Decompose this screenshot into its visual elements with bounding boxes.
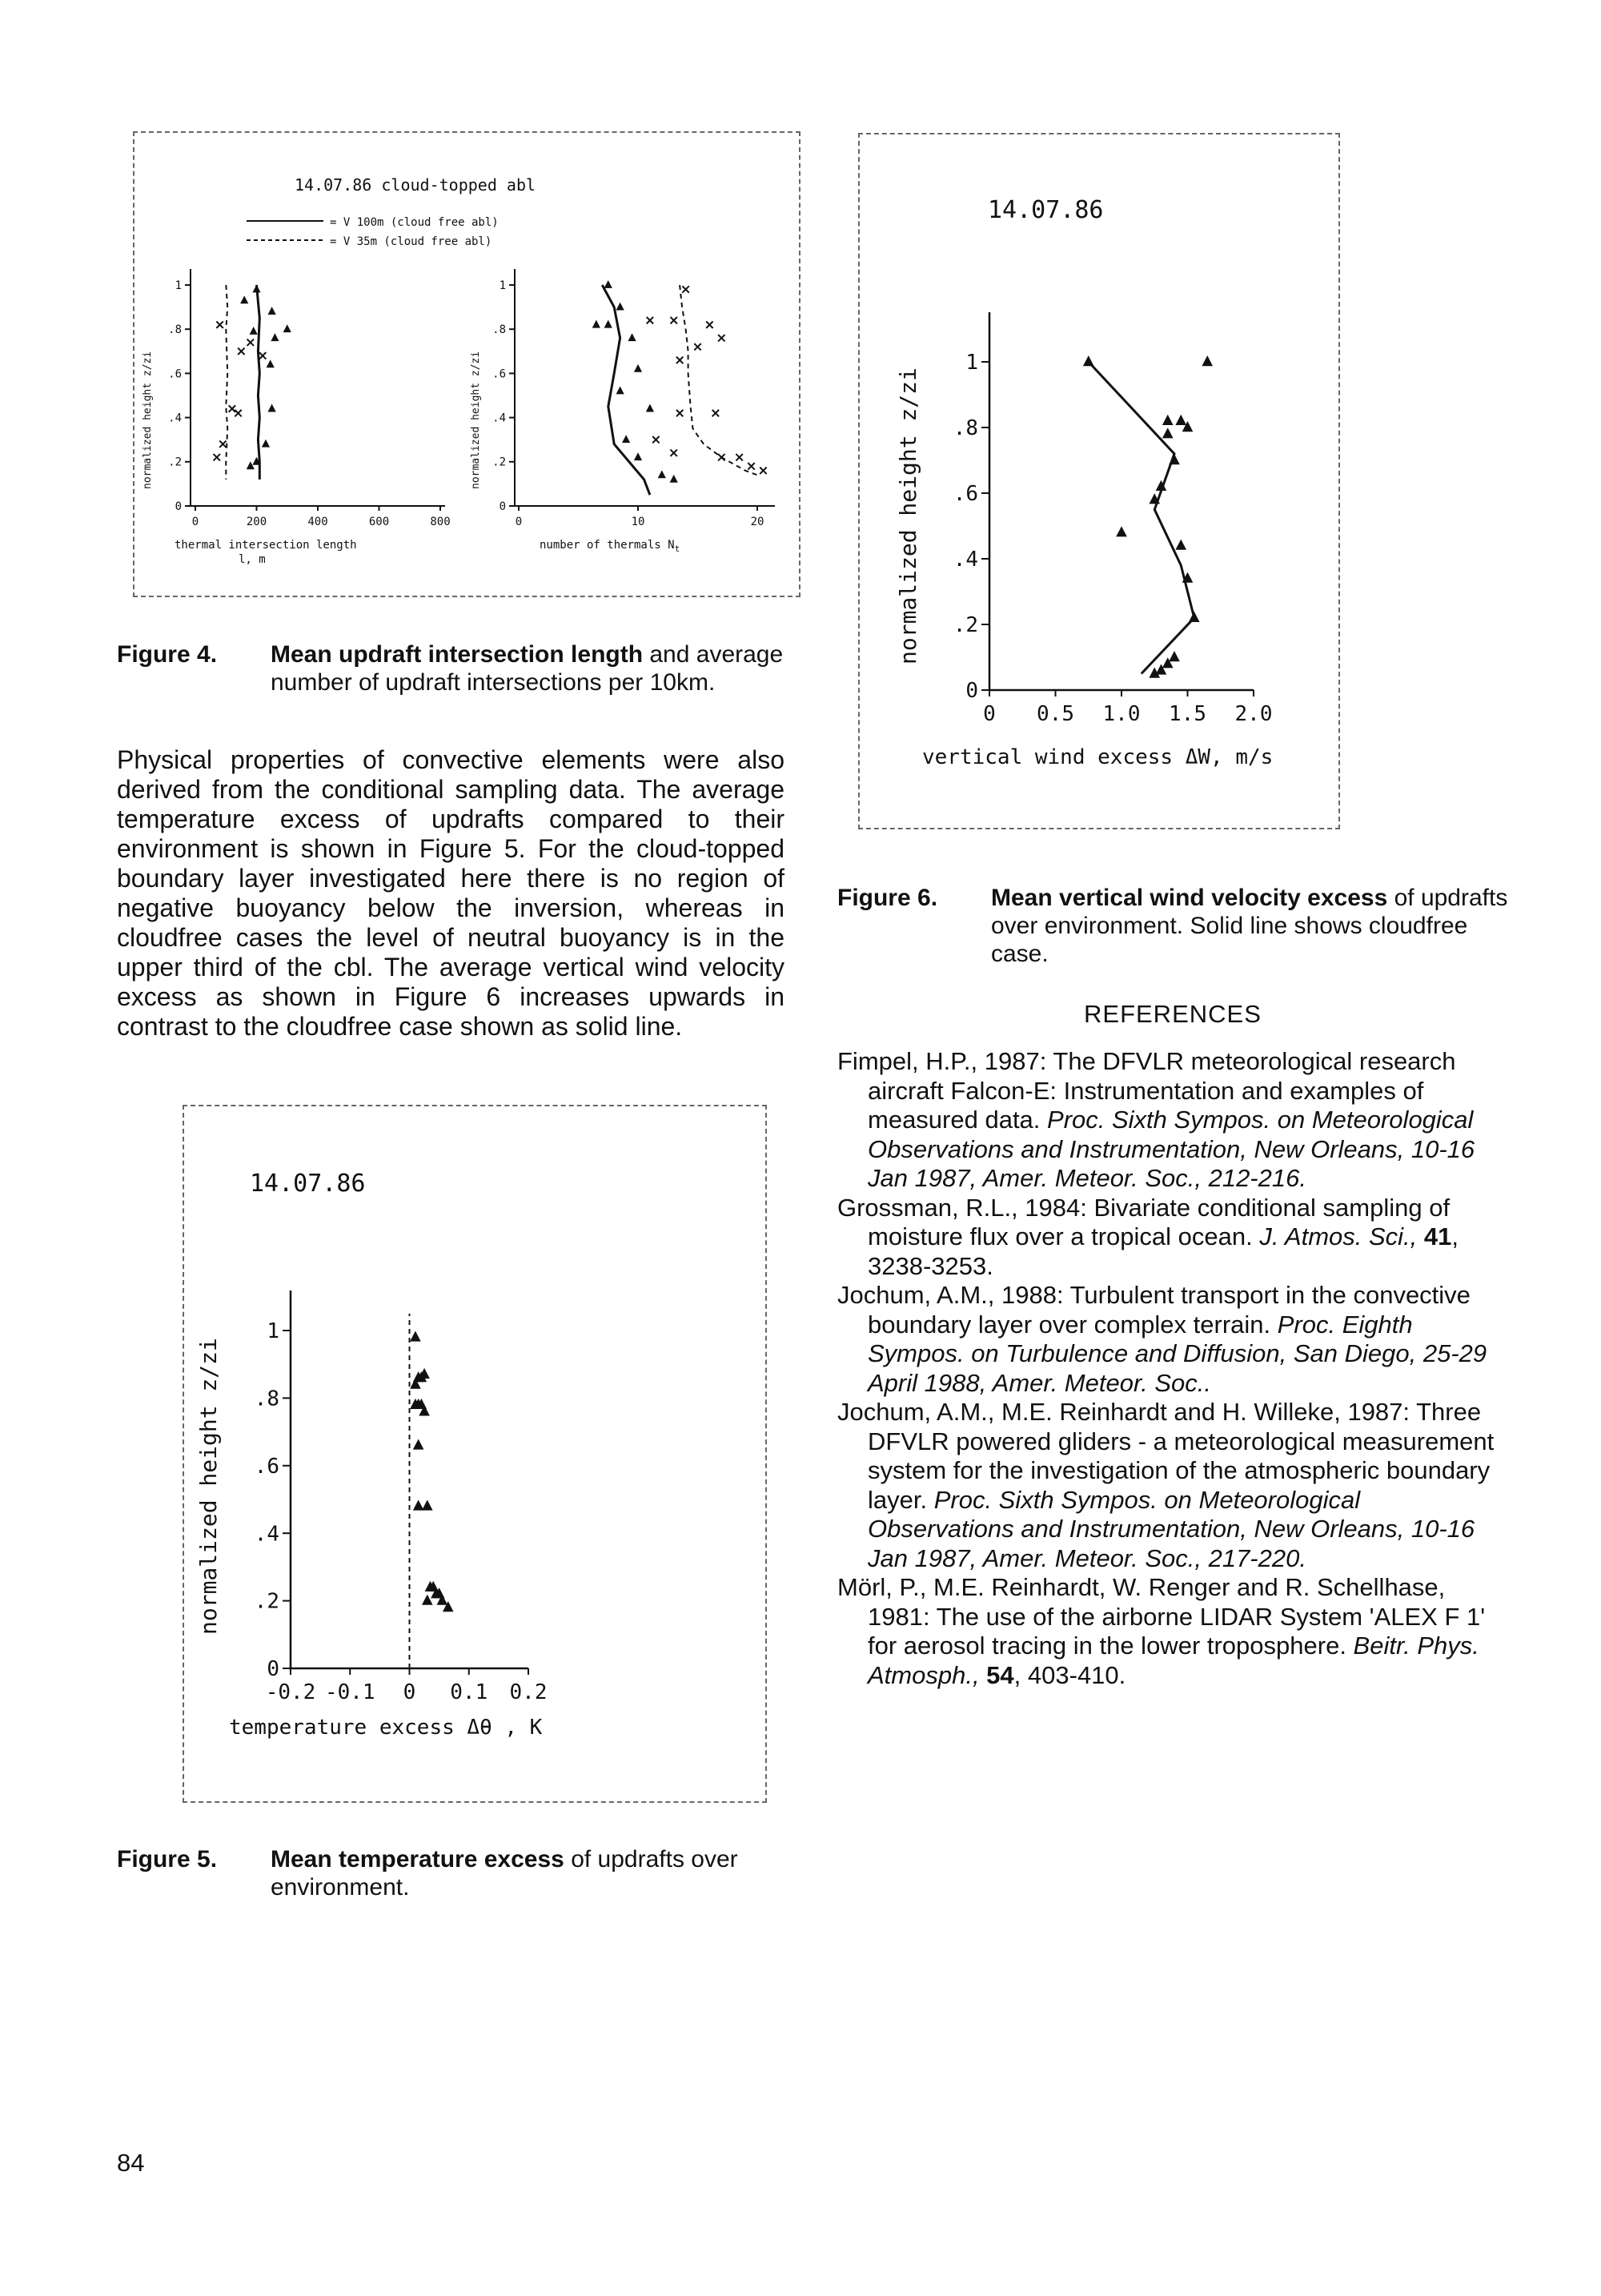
cross-marker	[259, 352, 266, 359]
x-tick-label: 2.0	[1234, 702, 1273, 726]
dashed-series-line	[226, 285, 227, 480]
y-tick-label: 1	[965, 351, 978, 375]
fig4-left-xlabel2: l, m	[239, 553, 266, 566]
triangle-marker	[634, 364, 642, 372]
triangle-marker	[240, 295, 248, 303]
y-tick-label: 0	[267, 1657, 279, 1682]
x-tick-label: 10	[631, 516, 645, 528]
fig6-title: 14.07.86	[988, 196, 1104, 224]
triangle-marker	[410, 1331, 421, 1341]
fig5-ylabel: normalized height z/zi	[195, 1338, 222, 1635]
cross-marker	[229, 405, 235, 411]
y-tick-label: 1	[267, 1319, 279, 1344]
triangle-marker	[592, 320, 600, 328]
triangle-marker	[1189, 612, 1200, 622]
y-tick-label: .4	[254, 1522, 279, 1547]
x-tick-label: 0.1	[450, 1680, 488, 1704]
triangle-marker	[628, 333, 636, 341]
x-tick-label: 400	[307, 516, 328, 528]
triangle-marker	[1116, 526, 1127, 536]
fig6-xlabel: vertical wind excess ΔW, m/s	[922, 745, 1274, 769]
figure-5-plot	[184, 1106, 765, 1801]
cross-marker	[219, 441, 226, 448]
figure-6-caption-text: of updrafts over environment. Solid line shows cloudfree case.	[991, 885, 1508, 967]
cross-marker	[694, 343, 700, 350]
y-tick-label: .8	[254, 1387, 279, 1411]
triangle-marker	[604, 320, 612, 328]
cross-marker	[718, 335, 724, 341]
triangle-marker	[658, 470, 666, 478]
x-tick-label: 0	[403, 1680, 416, 1704]
y-tick-label: .2	[254, 1589, 279, 1614]
triangle-marker	[1169, 454, 1180, 464]
reference-text: Jochum, A.M., M.E. Reinhardt and H. Willeke, 1987: Three DFVLR powered gliders - a meteorological measurement system for the investigation of the atmospheric boundary layer.	[837, 1398, 1495, 1514]
solid-series-line	[1089, 362, 1194, 674]
reference-pages: , 403-410.	[1013, 1660, 1126, 1689]
y-tick-label: .2	[953, 613, 978, 638]
triangle-marker	[634, 452, 642, 460]
x-tick-label: 0	[191, 516, 199, 528]
references-list	[837, 1047, 1508, 1690]
y-tick-label: 1	[499, 279, 506, 292]
y-tick-label: 0	[499, 500, 506, 513]
fig5-xlabel: temperature excess Δθ , K	[229, 1716, 543, 1740]
figure-4-plot	[134, 133, 799, 596]
solid-series-line	[257, 285, 260, 480]
x-tick-label: 0	[515, 516, 523, 528]
x-tick-label: 0.2	[509, 1680, 548, 1704]
reference-item	[837, 1047, 1508, 1194]
triangle-marker	[271, 333, 279, 341]
triangle-marker	[267, 359, 275, 367]
x-tick-label: 600	[368, 516, 390, 528]
cross-marker	[712, 410, 719, 416]
figure-6-plot	[860, 134, 1338, 828]
fig6-ylabel: normalized height z/zi	[895, 367, 921, 664]
triangle-marker	[250, 327, 258, 335]
dashed-series-line	[680, 285, 757, 475]
triangle-marker	[262, 440, 270, 448]
fig4-right-xlabel: number of thermals $N_t$	[540, 539, 680, 554]
y-tick-label: 0	[175, 500, 182, 513]
cross-marker	[647, 317, 653, 323]
triangle-marker	[616, 386, 624, 394]
cross-marker	[247, 339, 254, 346]
fig6-yticks	[953, 351, 989, 703]
cross-marker	[671, 450, 677, 456]
cross-marker	[652, 436, 659, 443]
fig6-marks	[1083, 355, 1213, 678]
figure-4-caption-text: and average number of updraft intersections per 10km.	[271, 641, 784, 696]
x-tick-label: 0.5	[1037, 702, 1074, 726]
reference-text: Fimpel, H.P., 1987: The DFVLR meteorological research aircraft Falcon-E: Instrumentation and examples of measured data.	[837, 1047, 1456, 1134]
x-tick-label: 200	[246, 516, 267, 528]
references-heading: REFERENCES	[1084, 1000, 1262, 1028]
figure-6-caption-bold: Mean vertical wind velocity excess	[991, 885, 1388, 911]
figure-4-label: Figure 4.	[117, 641, 218, 668]
fig4-right-xticks	[516, 506, 764, 528]
cross-marker	[676, 357, 683, 363]
cross-marker	[216, 321, 223, 327]
x-tick-label: 20	[750, 516, 764, 528]
triangle-marker	[1162, 415, 1174, 425]
y-tick-label: .8	[492, 323, 506, 337]
y-tick-label: .2	[168, 456, 182, 469]
triangle-marker	[268, 307, 276, 315]
figure-6-caption	[837, 884, 1508, 972]
y-tick-label: .6	[254, 1454, 279, 1479]
body-paragraph	[117, 745, 784, 1042]
reference-volume: 41	[1417, 1222, 1452, 1250]
y-tick-label: .8	[953, 416, 978, 441]
triangle-marker	[1175, 415, 1186, 425]
reference-item	[837, 1398, 1508, 1573]
triangle-marker	[413, 1439, 424, 1449]
figure-4-box	[133, 131, 800, 597]
x-tick-label: -0.2	[265, 1680, 316, 1704]
reference-text: Grossman, R.L., 1984: Bivariate conditional sampling of moisture flux over a tropical ocean.	[837, 1193, 1451, 1250]
cross-marker	[760, 468, 766, 474]
fig4-left-xticks	[192, 506, 451, 528]
y-tick-label: .4	[953, 548, 978, 572]
fig5-xticks	[266, 1668, 548, 1704]
triangle-marker	[422, 1499, 433, 1510]
fig5-marks	[410, 1314, 454, 1668]
reference-source: J. Atmos. Sci.,	[1259, 1222, 1418, 1250]
reference-source: Beitr. Phys. Atmosph.,	[868, 1632, 1479, 1689]
y-tick-label: .4	[168, 411, 182, 425]
fig4-left-marks	[214, 285, 291, 480]
figure-5-caption	[117, 1845, 784, 1909]
cross-marker	[706, 321, 712, 327]
triangle-marker	[1169, 651, 1180, 661]
cross-marker	[235, 410, 241, 416]
cross-marker	[238, 348, 244, 355]
cross-marker	[736, 454, 742, 460]
triangle-marker	[670, 475, 678, 483]
x-tick-label: 1.0	[1102, 702, 1141, 726]
y-tick-label: .8	[168, 323, 182, 337]
figure-5-label: Figure 5.	[117, 1846, 218, 1873]
triangle-marker	[413, 1499, 424, 1510]
triangle-marker	[646, 404, 654, 412]
triangle-marker	[1083, 355, 1094, 366]
x-tick-label: 0	[983, 702, 996, 726]
fig4-right-ylabel: normalized height z/zi	[470, 351, 482, 489]
fig4-left-xlabel: thermal intersection length	[175, 539, 357, 552]
fig6-xticks	[983, 690, 1272, 726]
reference-pages: , 3238-3253.	[868, 1222, 1459, 1280]
y-tick-label: 1	[175, 279, 182, 292]
y-tick-label: .6	[168, 367, 182, 381]
cross-marker	[682, 286, 688, 292]
figure-6-box	[858, 133, 1340, 829]
fig5-yticks	[255, 1319, 291, 1681]
triangle-marker	[1162, 427, 1174, 438]
cross-marker	[748, 463, 754, 469]
figure-6-label: Figure 6.	[837, 885, 938, 911]
cross-marker	[676, 410, 683, 416]
reference-text: Jochum, A.M., 1988: Turbulent transport in the convective boundary layer over complex terrain.	[837, 1281, 1471, 1339]
reference-source: Proc. Eighth Sympos. on Turbulence and Diffusion, San Diego, 25-29 April 1988, Amer. Meteor. Soc..	[868, 1310, 1487, 1397]
reference-text: Mörl, P., M.E. Reinhardt, W. Renger and R. Schellhase, 1981: The use of the airborne LIDAR System 'ALEX F 1' for aerosol tracing in the lower troposphere.	[837, 1573, 1486, 1660]
x-tick-label: 800	[430, 516, 451, 528]
fig4-right-marks	[592, 280, 767, 495]
reference-item	[837, 1573, 1508, 1690]
triangle-marker	[622, 435, 630, 443]
y-tick-label: .4	[492, 411, 506, 425]
triangle-marker	[268, 404, 276, 412]
body-text: Physical properties of convective elements were also derived from the conditional sampling data. The average temperature excess of updrafts compared to their environment is shown in Figure 5. For the cloud-topped boundary layer investigated here there is no region of negative buoyancy below the inversion, whereas in cloudfree cases the level of neutral buoyancy is in the upper third of the cbl. The average vertical wind velocity excess as shown in Figure 6 increases upwards in contrast to the cloudfree case shown as solid line.	[117, 745, 784, 1041]
x-tick-label: 1.5	[1169, 702, 1206, 726]
fig4-right-yticks	[492, 279, 515, 513]
triangle-marker	[1202, 355, 1213, 366]
triangle-marker	[283, 324, 291, 332]
x-tick-label: -0.1	[324, 1680, 375, 1704]
triangle-marker	[616, 303, 624, 311]
triangle-marker	[422, 1595, 433, 1605]
fig4-legend-dashed: = V 35m (cloud free abl)	[330, 235, 492, 248]
fig4-legend-solid: = V 100m (cloud free abl)	[330, 216, 499, 229]
reference-item	[837, 1281, 1508, 1398]
y-tick-label: .2	[492, 456, 506, 469]
figure-4-caption	[117, 640, 784, 729]
fig4-title: 14.07.86 cloud-topped abl	[295, 175, 536, 195]
reference-item	[837, 1194, 1508, 1282]
y-tick-label: 0	[965, 679, 978, 704]
triangle-marker	[1175, 540, 1186, 550]
reference-source: Proc. Sixth Sympos. on Meteorological Observations and Instrumentation, New Orleans, 10-16 Jan 1987, Amer. Meteor. Soc., 217-220.	[868, 1485, 1475, 1572]
figure-5-caption-text: of updrafts over environment.	[271, 1846, 738, 1901]
cross-marker	[671, 317, 677, 323]
reference-source: Proc. Sixth Sympos. on Meteorological Observations and Instrumentation, New Orleans, 10-16 Jan 1987, Amer. Meteor. Soc., 212-216.	[868, 1106, 1475, 1192]
fig5-title: 14.07.86	[250, 1170, 366, 1198]
reference-volume: 54	[979, 1660, 1014, 1689]
solid-series-line	[602, 285, 650, 495]
y-tick-label: .6	[953, 482, 978, 507]
page-number: 84	[117, 2149, 145, 2177]
figure-5-box	[183, 1105, 767, 1803]
figure-4-caption-bold: Mean updraft intersection length	[271, 641, 644, 668]
triangle-marker	[247, 461, 255, 469]
triangle-marker	[604, 280, 612, 288]
cross-marker	[214, 454, 220, 460]
y-tick-label: .6	[492, 367, 506, 381]
figure-5-caption-bold: Mean temperature excess	[271, 1846, 564, 1873]
fig4-left-ylabel: normalized height z/zi	[142, 351, 154, 489]
fig4-left-yticks	[168, 279, 191, 513]
